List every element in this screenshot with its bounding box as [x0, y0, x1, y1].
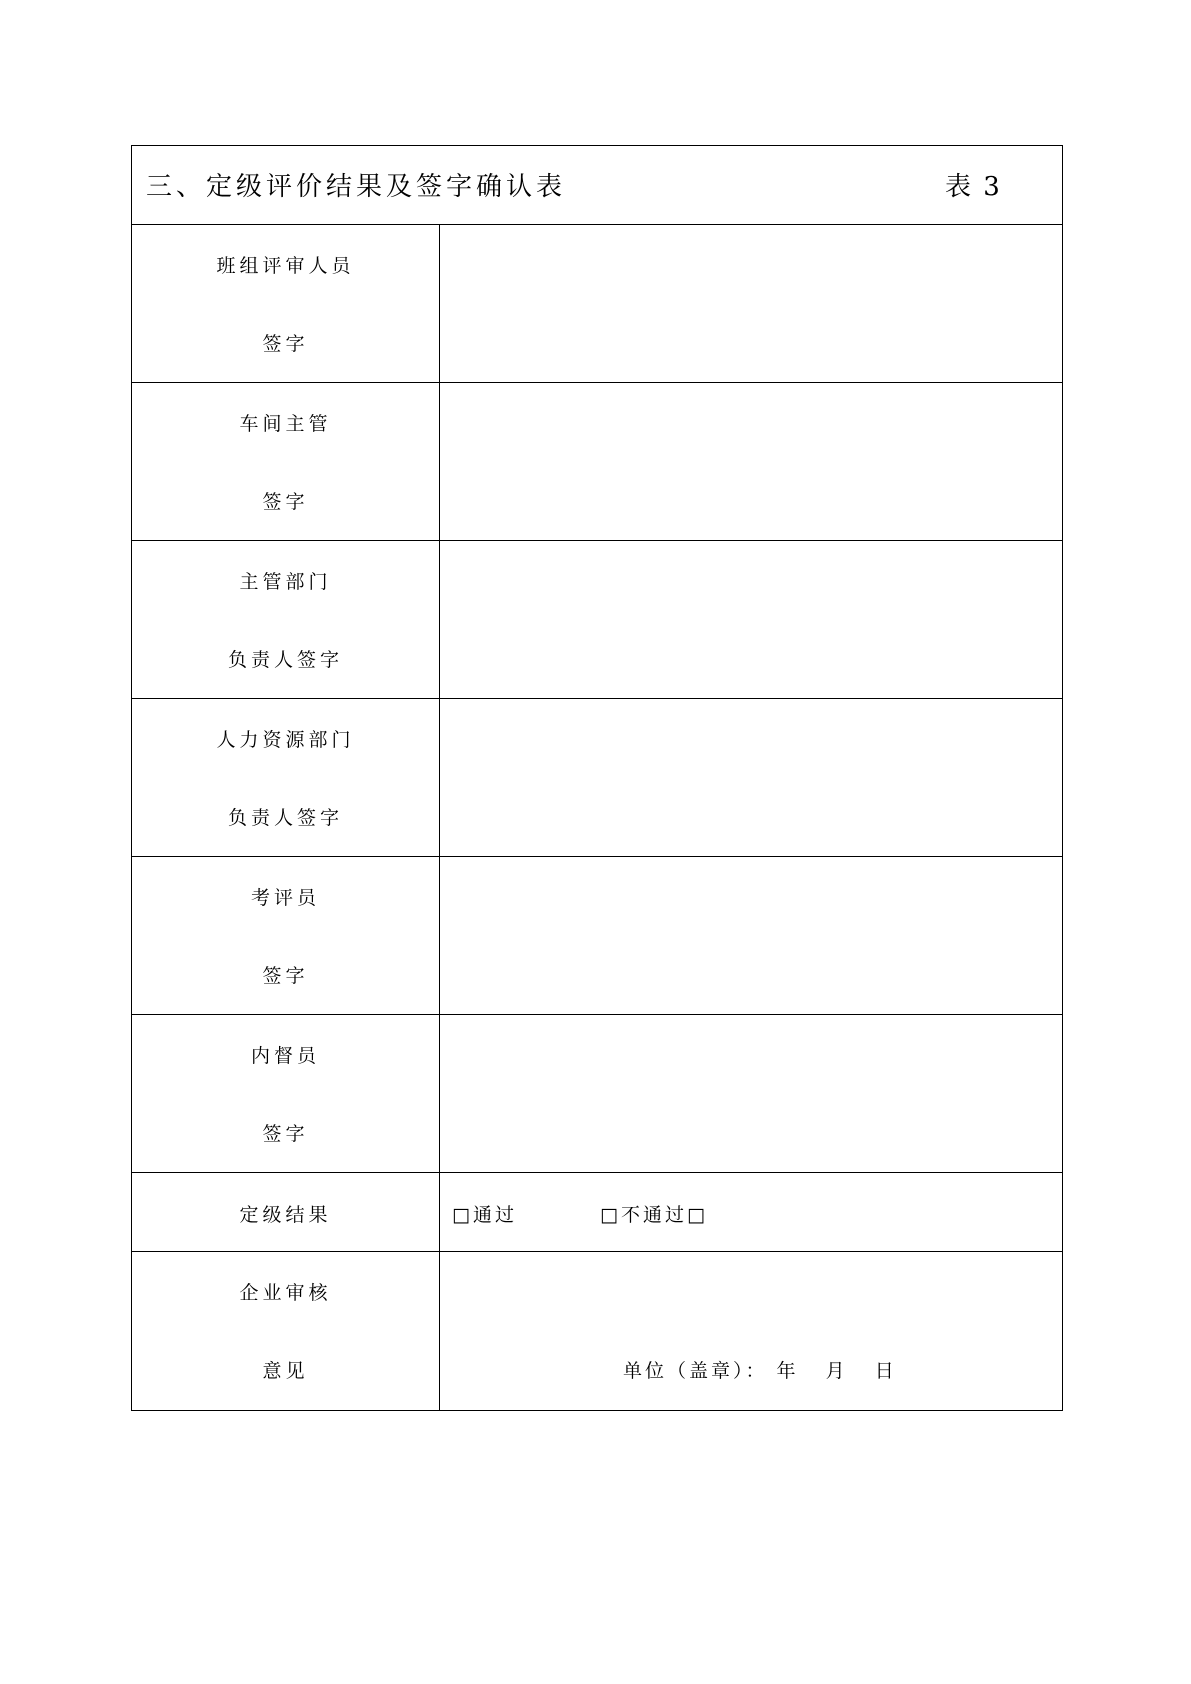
table-number: 表 3 [945, 172, 1002, 202]
row-label [132, 1173, 440, 1251]
row-label-line1: 考评员 [250, 887, 320, 909]
signature-field-workshop-supervisor[interactable] [440, 383, 1062, 540]
row-label-line2: 签字 [262, 491, 309, 513]
row-label [132, 1015, 440, 1172]
pass-checkbox[interactable]: □通过 [452, 1204, 517, 1226]
row-workshop-supervisor [132, 383, 1062, 541]
signature-field-internal-supervisor[interactable] [440, 1015, 1062, 1172]
row-evaluator [132, 857, 1062, 1015]
row-label-line1: 车间主管 [239, 413, 332, 435]
table-title: 三、定级评价结果及签字确认表 [146, 172, 567, 202]
row-label-line1: 主管部门 [239, 571, 332, 593]
row-label-line1: 人力资源部门 [216, 729, 355, 751]
table-title-row [132, 146, 1062, 225]
row-label-line1: 班组评审人员 [216, 255, 355, 277]
fail-checkbox[interactable]: □不通过□ [600, 1204, 708, 1226]
row-label-line2: 负责人签字 [227, 807, 343, 829]
row-label-line2: 签字 [262, 965, 309, 987]
row-competent-department [132, 541, 1062, 699]
signature-confirmation-table [131, 145, 1063, 1411]
row-grading-result [132, 1173, 1062, 1252]
row-label-line2: 签字 [262, 1123, 309, 1145]
row-label-line2: 负责人签字 [227, 649, 343, 671]
row-label [132, 699, 440, 856]
row-enterprise-review [132, 1252, 1062, 1410]
row-label-line2: 意见 [262, 1360, 309, 1382]
row-hr-department [132, 699, 1062, 857]
row-team-reviewers [132, 225, 1062, 383]
row-label [132, 541, 440, 698]
row-label [132, 225, 440, 382]
row-label-line2: 签字 [262, 333, 309, 355]
grading-result-label: 定级结果 [239, 1204, 332, 1226]
grading-result-options [440, 1173, 1062, 1251]
row-internal-supervisor [132, 1015, 1062, 1173]
row-label [132, 383, 440, 540]
row-label-line1: 企业审核 [239, 1282, 332, 1304]
row-label [132, 857, 440, 1014]
row-label [132, 1252, 440, 1410]
signature-field-team-reviewers[interactable] [440, 225, 1062, 382]
seal-date-line: 单位（盖章）： 年 月 日 [623, 1360, 897, 1382]
row-label-line1: 内督员 [250, 1045, 320, 1067]
enterprise-review-field[interactable] [440, 1252, 1062, 1410]
signature-field-competent-department[interactable] [440, 541, 1062, 698]
signature-field-hr-department[interactable] [440, 699, 1062, 856]
signature-field-evaluator[interactable] [440, 857, 1062, 1014]
